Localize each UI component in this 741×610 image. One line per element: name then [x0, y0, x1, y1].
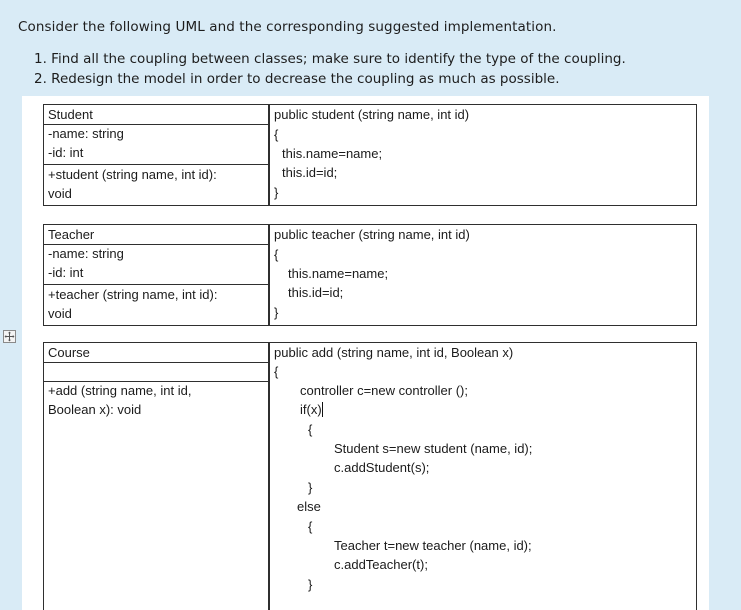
code-line: c.addTeacher(t); [334, 557, 428, 572]
code-line: Student s=new student (name, id); [334, 441, 533, 456]
code-line: public add (string name, int id, Boolean x) [274, 345, 514, 360]
code-line: controller c=new controller (); [300, 383, 468, 398]
attribute: -name: string [48, 246, 124, 261]
code-line: Teacher t=new teacher (name, id); [334, 538, 532, 553]
attribute: -id: int [48, 265, 84, 280]
operation: void [48, 186, 72, 201]
code-line: else [297, 499, 321, 514]
code-line: this.name=name; [288, 266, 389, 281]
operation: void [48, 306, 72, 321]
class-name: Student [48, 107, 93, 122]
code-line: } [308, 480, 313, 495]
operation: +add (string name, int id, [48, 383, 192, 398]
question-steps [34, 49, 626, 89]
code-line: { [274, 364, 279, 379]
question-intro: Consider the following UML and the corresponding suggested implementation. [18, 19, 557, 35]
attribute: -name: string [48, 126, 124, 141]
code-line: } [308, 577, 313, 592]
step-item: 2. Redesign the model in order to decrease the coupling as much as possible. [34, 71, 560, 87]
step-item: 1. Find all the coupling between classes; make sure to identify the type of the coupling. [34, 51, 626, 67]
uml-class-course [43, 342, 269, 610]
code-line: { [274, 127, 279, 142]
code-line: if(x) [300, 402, 322, 417]
code-line: public student (string name, int id) [274, 107, 470, 122]
uml-class-teacher [43, 224, 269, 326]
attribute: -id: int [48, 145, 84, 160]
attributes-compartment [44, 362, 268, 382]
code-student [269, 104, 697, 206]
class-name: Course [48, 345, 90, 360]
code-line: { [274, 247, 279, 262]
uml-class-student [43, 104, 269, 206]
code-line: { [308, 422, 313, 437]
code-course [269, 342, 697, 610]
code-line: this.name=name; [282, 146, 383, 161]
class-name: Teacher [48, 227, 95, 242]
operation: +teacher (string name, int id): [48, 287, 218, 302]
code-line: } [274, 305, 279, 320]
code-line: { [308, 519, 313, 534]
move-handle-icon[interactable] [3, 330, 16, 343]
document-page [22, 96, 709, 610]
code-line: c.addStudent(s); [334, 460, 430, 475]
code-line: this.id=id; [288, 285, 344, 300]
code-line: public teacher (string name, int id) [274, 227, 470, 242]
code-teacher [269, 224, 697, 326]
code-line: } [274, 185, 279, 200]
code-line: this.id=id; [282, 165, 338, 180]
operation: +student (string name, int id): [48, 167, 217, 182]
operation: Boolean x): void [48, 402, 142, 417]
